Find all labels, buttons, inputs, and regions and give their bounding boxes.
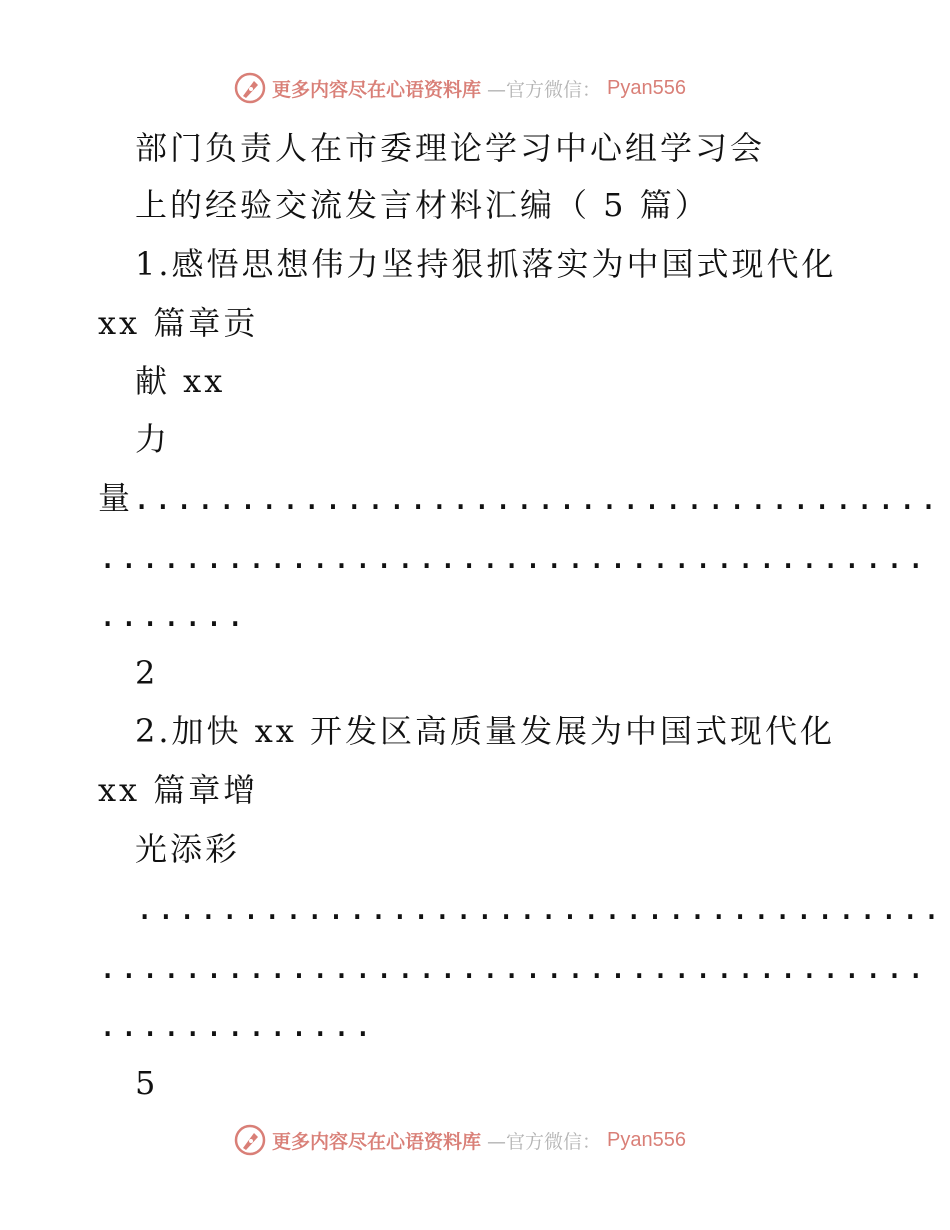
watermark-text: 更多内容尽在心语资料库	[272, 78, 482, 101]
toc-entry-1-line-3: 献 xx	[135, 362, 226, 400]
toc-entry-2-line-3: 光添彩	[135, 830, 241, 868]
watermark-banner-top	[234, 72, 686, 104]
pen-nib-logo-icon	[234, 1124, 266, 1156]
watermark-dash: —官方微信：	[487, 1130, 602, 1153]
toc-leader-dots: .......................................	[98, 948, 928, 986]
toc-leader-dots: .............	[98, 1006, 375, 1044]
watermark-banner-bottom	[234, 1124, 686, 1156]
toc-leader-dots: .......................................	[98, 538, 928, 576]
toc-entry-1-line-1: 1.感悟思想伟力坚持狠抓落实为中国式现代化	[135, 245, 837, 283]
watermark-wechat-id: Pyan556	[607, 1128, 686, 1151]
document-title-line-1: 部门负责人在市委理论学习中心组学习会	[135, 129, 766, 167]
toc-leader-dots: .......	[98, 596, 247, 634]
watermark-text: 更多内容尽在心语资料库	[272, 1130, 482, 1153]
toc-leader-dots: ......................................	[132, 479, 941, 517]
toc-entry-1-line-2: xx 篇章贡	[98, 304, 259, 342]
toc-entry-2-line-1: 2.加快 xx 开发区高质量发展为中国式现代化	[135, 712, 835, 750]
toc-leader-dots: ......................................	[135, 889, 944, 927]
watermark-dash: —官方微信：	[487, 78, 602, 101]
toc-page-number: 2	[135, 654, 159, 692]
document-title-line-2: 上的经验交流发言材料汇编（ 5 篇）	[135, 186, 710, 224]
pen-nib-logo-icon	[234, 72, 266, 104]
toc-page-number: 5	[135, 1064, 159, 1102]
toc-entry-1-line-4: 力	[135, 420, 171, 458]
toc-entry-2-line-2: xx 篇章增	[98, 771, 259, 809]
watermark-wechat-id: Pyan556	[607, 76, 686, 99]
toc-entry-1-line-5: 量	[98, 479, 134, 517]
